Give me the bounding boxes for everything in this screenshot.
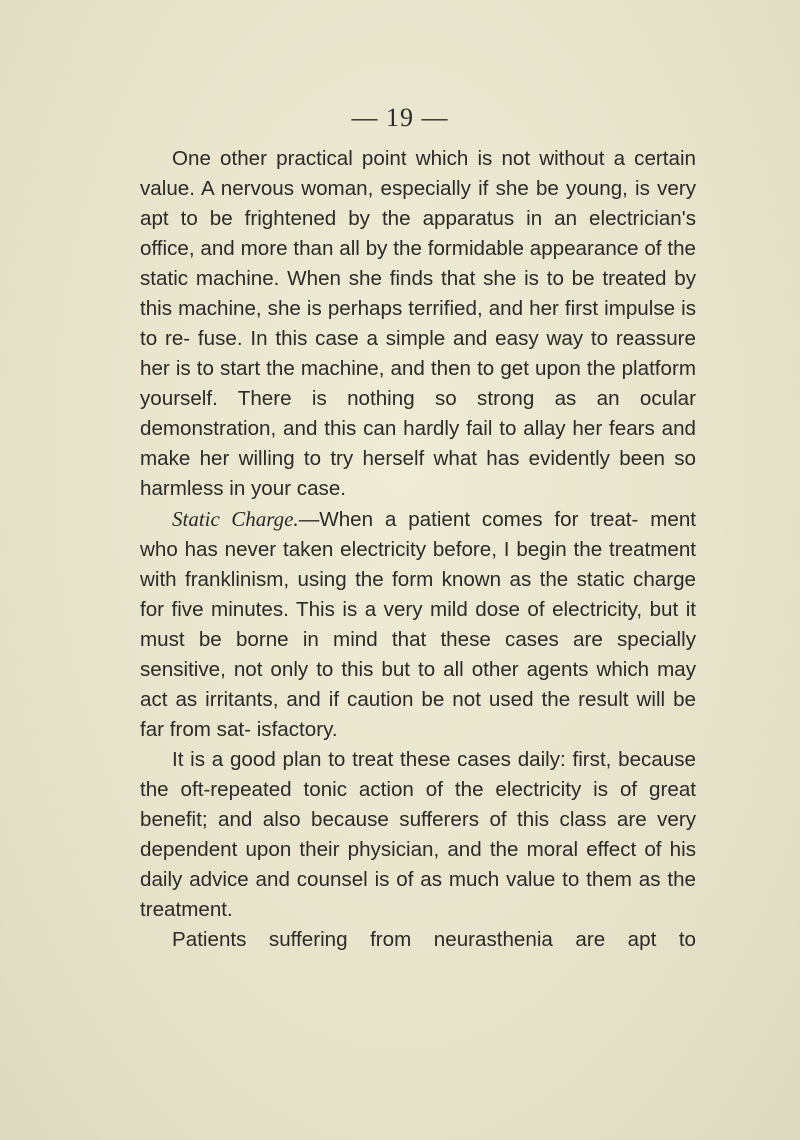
paragraph-text: Patients suffering from neurasthenia are apt to — [172, 928, 696, 951]
run-in-heading: Static Charge. — [172, 507, 299, 531]
paragraph-text: One other practical point which is not without a certain value. A nervous woman, especially if she be young, is very apt to be frightened by the apparatus in an electrician's office, and more than all by the formidable appearance of the static machine. When she finds that she is to be treated by this machine, she is perhaps terrified, and her first impulse is to re- fuse. In this case a simple and easy way to reassure her is to start the machine, and then to get upon the platform yourself. There is nothing so strong as an ocular demonstration, and this can hardly fail to allay her fears and make her willing to try herself what has evidently been so harmless in your case. — [140, 147, 696, 500]
paragraph-daily-treatment — [140, 745, 696, 925]
paragraph-text: It is a good plan to treat these cases daily: first, because the oft-repeated tonic action of the electricity is of great benefit; and also because sufferers of this class are very dependent upon their physician, and the moral effect of his daily advice and counsel is of as much value to them as the treatment. — [140, 748, 696, 921]
paragraph-nervous-woman — [140, 144, 696, 504]
paragraph-text: —When a patient comes for treat- ment who has never taken electricity before, I begin the treatment with franklinism, using the form known as the static charge for five minutes. This is a very mild dose of electricity, but it must be borne in mind that these cases are specially sensitive, not only to this but to all other agents which may act as irritants, and if caution be not used the result will be far from sat- isfactory. — [140, 508, 697, 741]
paragraph-static-charge — [140, 504, 696, 745]
page-number: — 19 — — [351, 103, 449, 132]
paragraph-neurasthenia — [140, 925, 696, 955]
body-text — [140, 144, 696, 955]
